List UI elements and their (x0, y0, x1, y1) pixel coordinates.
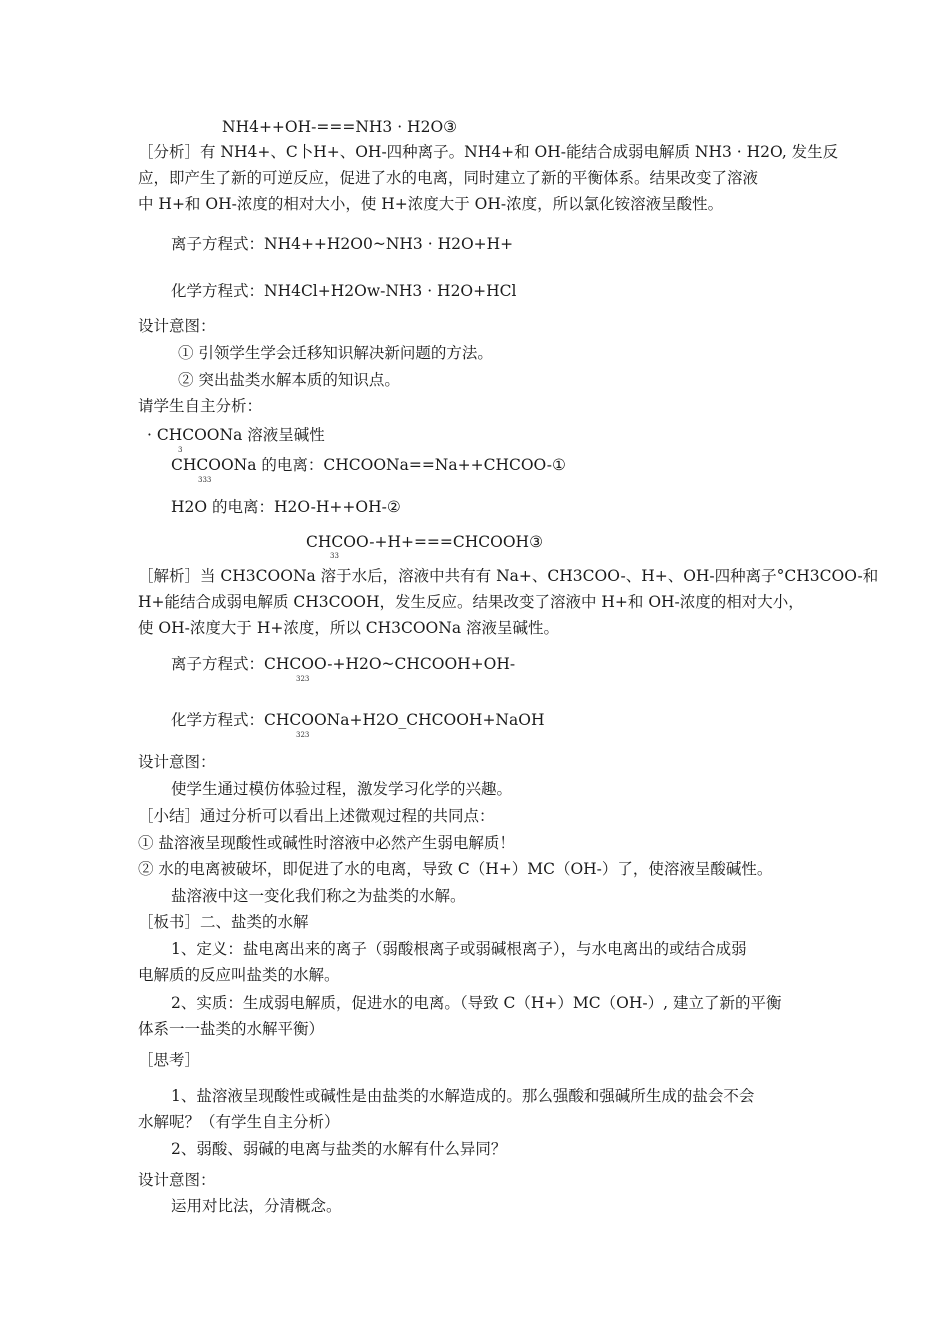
text-line: 体系一一盐类的水解平衡） (138, 1020, 325, 1038)
list-item: ② 突出盐类水解本质的知识点。 (178, 371, 400, 389)
text-line: 请学生自主分析： (138, 397, 263, 415)
ionic-equation: 离子方程式：NH4++H2O0~NH3 · H2O+H+ (171, 235, 514, 253)
list-item: ① 引领学生学会迁移知识解决新问题的方法。 (178, 344, 493, 362)
ionic-equation: 离子方程式：CHCOO-+H2O~CHCOOH+OH- (171, 655, 516, 673)
text-line: 使 OH-浓度大于 H+浓度，所以 CH3COONa 溶液呈碱性。 (138, 619, 559, 637)
chemical-equation: 化学方程式：CHCOONa+H2O_CHCOOH+NaOH (171, 711, 545, 729)
summary-heading: ［小结］通过分析可以看出上述微观过程的共同点： (138, 807, 495, 825)
text-line: 应，即产生了新的可逆反应，促进了水的电离，同时建立了新的平衡体系。结果改变了溶液 (138, 169, 759, 187)
design-intent-heading: 设计意图： (138, 317, 216, 335)
text-line: ［分析］有 NH4+、C卜H+、OH-四种离子。NH4+和 OH-能结合成弱电解质 NH3 · H2O, 发生反 (138, 143, 839, 161)
subscript-mark: 3 (178, 446, 183, 454)
text-line: 运用对比法，分清概念。 (171, 1197, 342, 1215)
text-line: 2、弱酸、弱碱的电离与盐类的水解有什么异同？ (171, 1140, 507, 1158)
subscript-mark: 323 (296, 675, 310, 683)
text-line: 使学生通过模仿体验过程，激发学习化学的兴趣。 (171, 780, 513, 798)
subscript-mark: 323 (296, 731, 310, 739)
equation-line: CHCOONa 的电离：CHCOONa==Na++CHCOO-① (171, 456, 566, 474)
text-line: 盐溶液中这一变化我们称之为盐类的水解。 (171, 887, 466, 905)
equation-line: H2O 的电离：H2O-H++OH-② (171, 498, 401, 516)
text-line: H+能结合成弱电解质 CH3COOH，发生反应。结果改变了溶液中 H+和 OH-浓度的相对大小， (138, 593, 804, 611)
text-line: 1、盐溶液呈现酸性或碱性是由盐类的水解造成的。那么强酸和强碱所生成的盐会不会 (171, 1087, 755, 1105)
design-intent-heading: 设计意图： (138, 753, 216, 771)
text-line: · CHCOONa 溶液呈碱性 (147, 426, 325, 444)
text-line: 2、实质：生成弱电解质，促进水的电离。（导致 C（H+）MC（OH-）, 建立了新的平衡 (171, 994, 782, 1012)
text-line: ［解析］当 CH3COONa 溶于水后，溶液中共有有 Na+、CH3COO-、H+、OH-四种离子°CH3COO-和 (138, 567, 879, 585)
board-heading: ［板书］二、盐类的水解 (138, 913, 309, 931)
text-line: 中 H+和 OH-浓度的相对大小，使 H+浓度大于 OH-浓度，所以氯化铵溶液呈酸性。 (138, 195, 724, 213)
equation-line: NH4++OH-===NH3 · H2O③ (222, 118, 458, 136)
subscript-mark: 333 (198, 476, 212, 484)
list-item: ① 盐溶液呈现酸性或碱性时溶液中必然产生弱电解质！ (138, 834, 515, 852)
text-line: 电解质的反应叫盐类的水解。 (138, 966, 340, 984)
list-item: ② 水的电离被破坏，即促进了水的电离，导致 C（H+）MC（OH-）了，使溶液呈酸碱性。 (138, 860, 773, 878)
text-line: 1、定义：盐电离出来的离子（弱酸根离子或弱碱根离子），与水电离出的或结合成弱 (171, 940, 747, 958)
text-line: 水解呢？（有学生自主分析） (138, 1113, 340, 1131)
thinking-heading: ［思考］ (138, 1051, 201, 1069)
design-intent-heading: 设计意图： (138, 1171, 216, 1189)
equation-line: CHCOO-+H+===CHCOOH③ (306, 533, 543, 551)
chemical-equation: 化学方程式：NH4Cl+H2Ow-NH3 · H2O+HCl (171, 282, 517, 300)
subscript-mark: 33 (330, 552, 339, 560)
